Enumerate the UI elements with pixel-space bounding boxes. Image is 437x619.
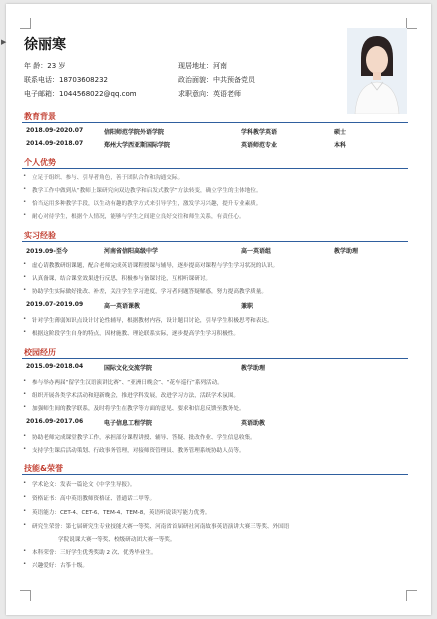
skill-item: • 兴趣爱好：古筝十级。: [32, 561, 88, 569]
skill-item: • 本科荣誉：三好学生优秀奖助 2 次、优秀毕业生。: [32, 548, 157, 556]
email-value[interactable]: 1044568022@qq.com: [59, 90, 137, 98]
section-campus: [22, 347, 408, 359]
campus-date-1: 2015.09-2018.04: [26, 363, 84, 370]
phone-row: [24, 75, 108, 85]
intern-title-1: 教学助理: [334, 248, 359, 255]
section-internship-title: 实习经验: [24, 231, 56, 240]
email-label: 电子邮箱：: [24, 90, 59, 98]
intern-org-1: 河南省信阳高级中学: [104, 248, 159, 255]
skill-item: • 资格证书：高中英语教师资格证、普通话二甲等。: [32, 494, 155, 502]
edu-degree-1: 硕士: [334, 129, 347, 136]
intern-bullet: • 根据这阶段学生自身的特点，因材施教、理论联系实际，逐步提高学生学习积极性。: [32, 329, 239, 337]
intent-label: 求职意向：: [178, 90, 213, 98]
campus-bullet: • 支持学生课后活动策划、行政事务管理，对接师资管理员、教务管理系统协助人员等。: [32, 446, 245, 454]
age-value: 23 岁: [47, 62, 66, 70]
strength-item: • 恰当运用多种教学手段，以生动有趣的教学方式来引导学生，激发学习兴趣，提升专业素质。: [32, 199, 261, 207]
campus-bullet: • 协助老师完成课堂教学工作，承担部分课程讲授、辅导、答疑、批改作业、学生信息收集。: [32, 433, 256, 441]
edu-school-1: 信阳师范学院外语学院: [104, 129, 165, 136]
intern-title-2: 兼职: [241, 303, 254, 310]
section-education-title: 教育背景: [24, 112, 56, 121]
edu-degree-2: 本科: [334, 142, 347, 149]
phone-label: 联系电话：: [24, 76, 59, 84]
skill-item: • 英语能力：CET-4、CET-6、TEM-4、TEM-8，英语听说读写能力优秀。: [32, 508, 210, 516]
intent-value: 英语老师: [213, 90, 241, 98]
skill-item: • 研究生荣誉：第七届研究生专业技能大赛一等奖、河南省首届研社河南故事英语演讲大赛三等奖、外国语: [32, 522, 289, 530]
intern-role-1: 高一英语组: [241, 248, 272, 255]
section-education: [22, 111, 408, 123]
age-row: [24, 61, 65, 71]
location-value: 河南: [213, 62, 227, 70]
section-strengths: [22, 157, 408, 169]
edu-date-1: 2018.09-2020.07: [26, 127, 84, 134]
age-label: 年 龄：: [24, 62, 48, 70]
politics-row: [178, 75, 255, 85]
campus-bullet: • 组织开展各类学术活动和迎新晚会，推进学科发展，改进学习方法，活跃学术氛围。: [32, 391, 239, 399]
location-row: [178, 61, 227, 71]
edu-major-1: 学科教学英语: [241, 129, 278, 136]
section-strengths-title: 个人优势: [24, 158, 56, 167]
candidate-name: 徐丽寒: [24, 37, 66, 53]
intern-bullet: • 协助学生实际做好批改、补差，关注学生学习进度，学习者问题答疑解惑，努力提高教学质量。: [32, 287, 267, 295]
intern-date-1: 2019.09-至今: [26, 248, 68, 255]
corner-mark-bottom-right: [406, 590, 417, 601]
section-skills-title: 技能&荣誉: [24, 464, 63, 473]
politics-label: 政治面貌：: [178, 76, 213, 84]
campus-title-2: 英语助教: [241, 420, 266, 427]
intern-bullet: • 虚心请教教研组课题，配合老师完成英语课程授课与辅导，逐步提高对课程与学生学习状况的认识。: [32, 261, 278, 269]
section-skills: [22, 463, 408, 475]
edu-major-2: 英语师范专业: [241, 142, 278, 149]
email-row: [24, 89, 137, 99]
intern-date-2: 2019.07-2019.09: [26, 301, 84, 308]
campus-org-1: 国际文化交流学院: [104, 365, 153, 372]
collapse-arrow-icon[interactable]: ▶: [1, 38, 7, 46]
edu-school-2: 郑州大学西亚斯国际学院: [104, 142, 171, 149]
strength-item: • 耐心对待学生，根据个人情况，能够与学生之间建立良好交往和师生关系，有责任心。: [32, 212, 245, 220]
section-campus-title: 校园经历: [24, 348, 56, 357]
campus-org-2: 电子信息工程学院: [104, 420, 153, 427]
campus-bullet: • 加强师生间的教学联系，及时将学生在教学等方面的意见、要求和信息反馈至教务处。: [32, 404, 245, 412]
skill-item: • 学术论文：发表一篇论文《中学生导报》。: [32, 480, 135, 488]
intent-row: [178, 89, 241, 99]
intern-bullet: • 认真备课，结合课堂效果进行反思，积极参与备课讨论，互相听课研讨。: [32, 274, 211, 282]
politics-value: 中共预备党员: [213, 76, 255, 84]
campus-title-1: 教学助理: [241, 365, 266, 372]
corner-mark-top-left: [20, 18, 31, 29]
campus-date-2: 2016.09-2017.06: [26, 418, 84, 425]
campus-bullet: • 参与举办两届“留学生汉语演讲比赛”、“亚洲日晚会”、“花车巡行”系列活动。: [32, 378, 223, 386]
skill-item-continuation: 学院说课大赛一等奖、校级研动团大赛一等奖。: [58, 537, 176, 543]
edu-date-2: 2014.09-2018.07: [26, 140, 84, 147]
strength-item: • 教学工作中做到从“教师上课研究向双边教学和启发式教学”方法转变，确立学生的主体地位。: [32, 186, 262, 194]
strength-item: • 立足于组织、参与、引导者角色，善于团队合作和沟通交际。: [32, 173, 183, 181]
intern-bullet: • 针对学生薄弱知识点设计讨论性辅导，根据教材内容，设计题目讨论，引导学生积极思考和表达。: [32, 316, 273, 324]
phone-value: 18703608232: [59, 76, 108, 84]
section-internship: [22, 230, 408, 242]
portrait-icon: [347, 28, 407, 114]
location-label: 现居地址：: [178, 62, 213, 70]
intern-org-2: 高一英语课教: [104, 303, 141, 310]
corner-mark-bottom-left: [20, 590, 31, 601]
profile-photo: [347, 28, 407, 114]
corner-mark-top-right: [406, 18, 417, 29]
